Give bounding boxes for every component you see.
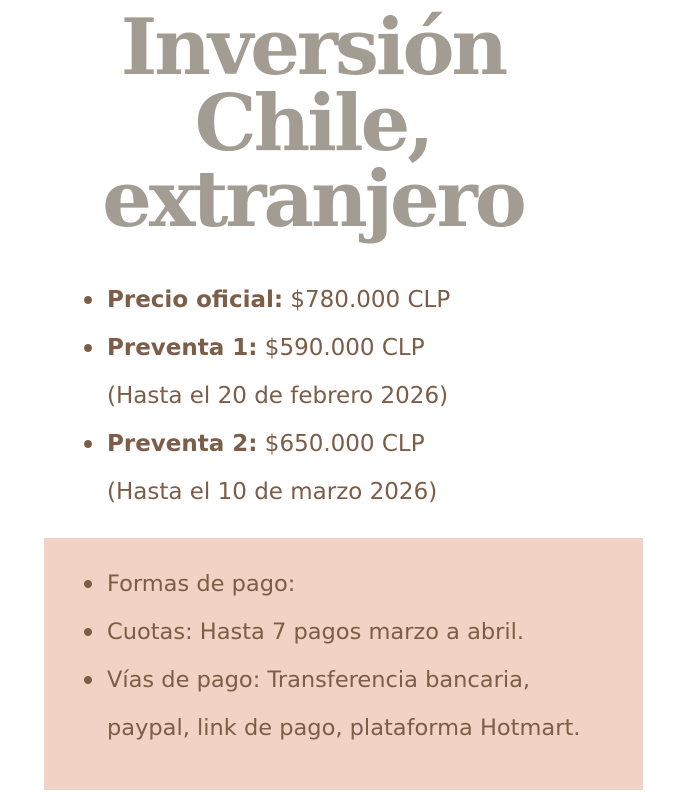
payment-item-text: Vías de pago: Transferencia bancaria, (107, 667, 531, 693)
payment-item-text: Cuotas: Hasta 7 pagos marzo a abril. (107, 619, 525, 645)
payment-item-installments (82, 608, 580, 656)
title-line-3: extranjero (102, 154, 524, 245)
price-deadline-note: (Hasta el 10 de marzo 2026) (107, 479, 438, 505)
price-value: $780.000 CLP (283, 287, 451, 313)
payment-item-methods (82, 560, 580, 608)
price-deadline-note: (Hasta el 20 de febrero 2026) (107, 383, 449, 409)
price-item-presale-2 (82, 420, 450, 516)
price-value: $650.000 CLP (257, 431, 425, 457)
payment-list (82, 560, 580, 752)
payment-item-continuation: paypal, link de pago, plataforma Hotmart. (107, 715, 581, 741)
title-line-1: Inversión (120, 2, 506, 93)
payment-item-channels (82, 656, 580, 752)
payment-info-box (44, 538, 643, 790)
bullet-icon (84, 296, 92, 304)
bullet-icon (84, 628, 92, 636)
bullet-icon (84, 440, 92, 448)
title-line-2: Chile, (194, 78, 432, 169)
payment-item-text: Formas de pago: (107, 571, 296, 597)
bullet-icon (84, 344, 92, 352)
price-label: Precio oficial: (107, 287, 284, 313)
price-item-official (82, 276, 450, 324)
bullet-icon (84, 580, 92, 588)
price-item-presale-1 (82, 324, 450, 420)
price-list (82, 276, 450, 516)
bullet-icon (84, 676, 92, 684)
page-title (78, 2, 548, 245)
price-value: $590.000 CLP (257, 335, 425, 361)
price-label: Preventa 2: (107, 431, 258, 457)
price-label: Preventa 1: (107, 335, 258, 361)
